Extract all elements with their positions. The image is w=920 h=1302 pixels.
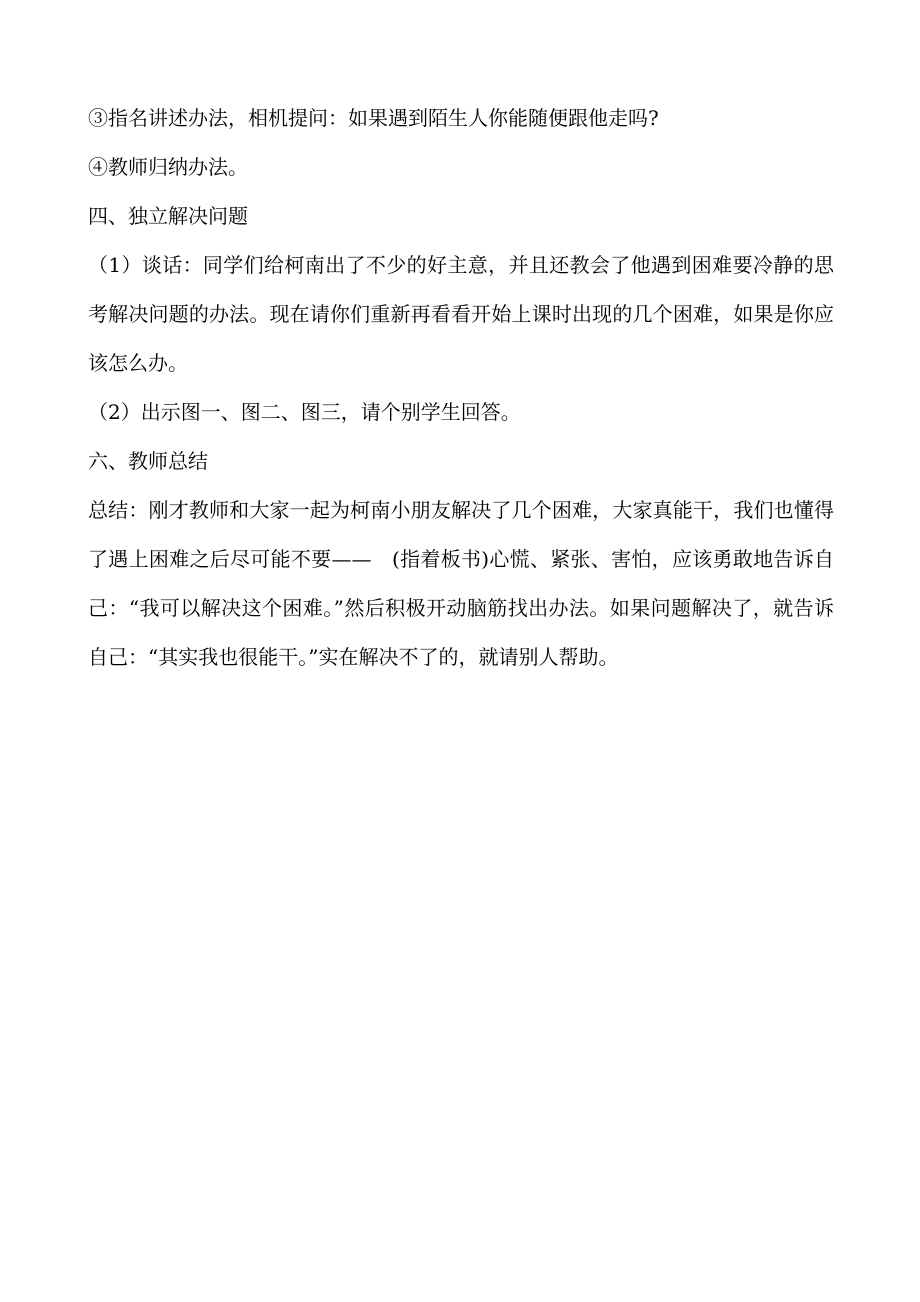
- document-body: [88, 94, 834, 682]
- paragraph-summary: 总结：刚才教师和大家一起为柯南小朋友解决了几个困难，大家真能干，我们也懂得了遇上困难之后尽可能不要—— (指着板书)心慌、紧张、害怕，应该勇敢地告诉自己：“我可以解决这个困难。”然后积极开动脑筋找出办法。如果问题解决了，就告诉自己：“其实我也很能干。”实在解决不了的，就请别人帮助。: [88, 498, 834, 669]
- paragraph-show-figures: （2）出示图一、图二、图三，请个别学生回答。: [88, 400, 521, 424]
- section-heading-6: 六、教师总结: [88, 449, 208, 473]
- paragraph-talk: （1）谈话：同学们给柯南出了不少的好主意，并且还教会了他遇到困难要冷静的思考解决问题的办法。现在请你们重新再看看开始上课时出现的几个困难，如果是你应该怎么办。: [88, 253, 834, 375]
- section-heading-4: 四、独立解决问题: [88, 204, 248, 228]
- paragraph-step-3: ③指名讲述办法，相机提问：如果遇到陌生人你能随便跟他走吗?: [88, 106, 659, 130]
- paragraph-step-4: ④教师归纳办法。: [88, 155, 248, 179]
